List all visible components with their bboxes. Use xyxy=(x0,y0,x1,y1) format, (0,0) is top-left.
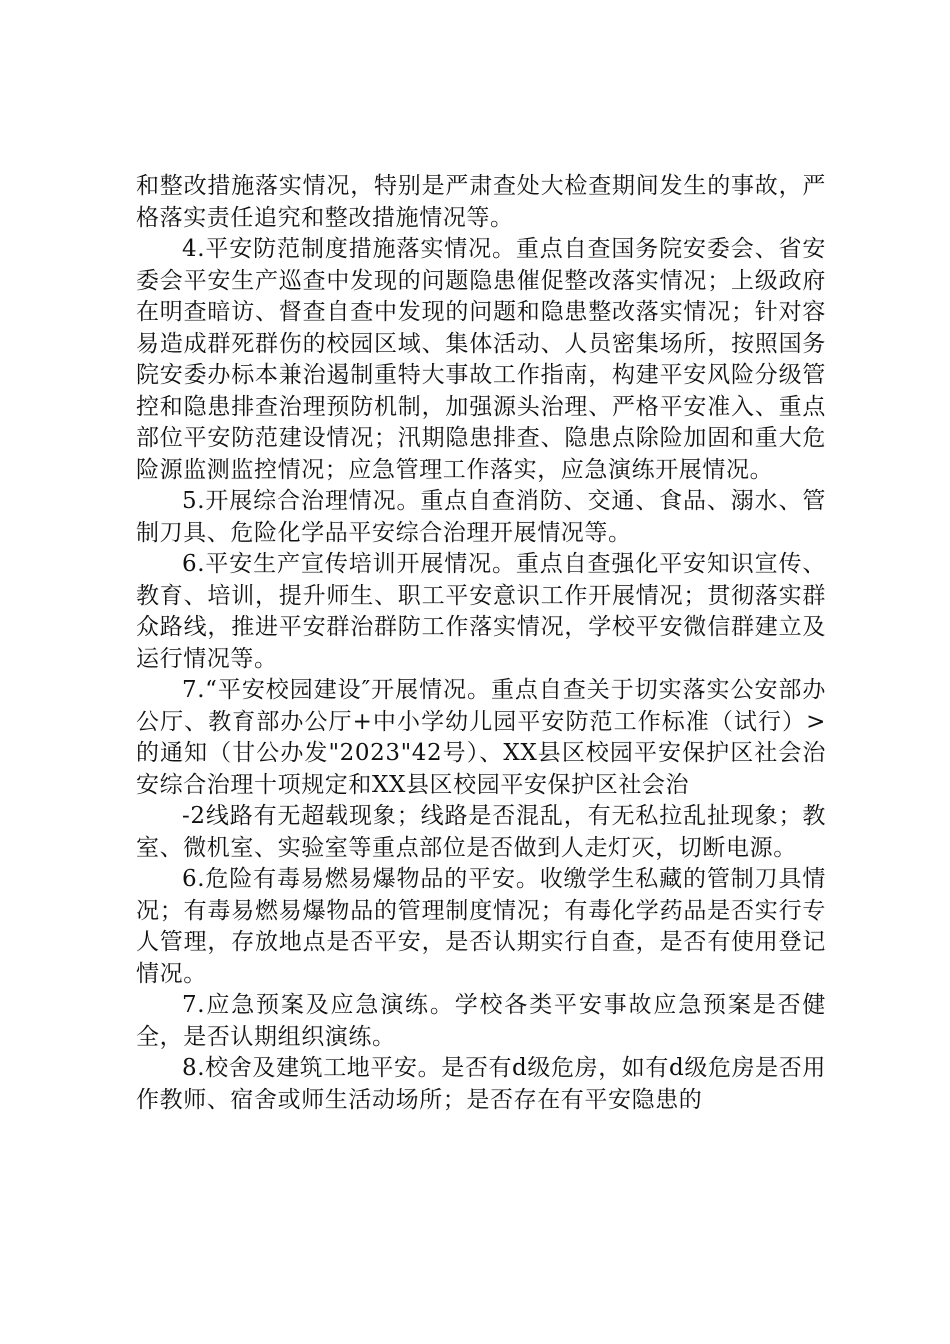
paragraph-2: 4.平安防范制度措施落实情况。重点自查国务院安委会、省安委会平安生产巡查中发现的问题隐患催促整改落实情况；上级政府在明查暗访、督查自查中发现的问题和隐患整改落实情况；针对容易造成群死群伤的校园区域、集体活动、人员密集场所，按照国务院安委办标本兼治遏制重特大事故工作指南，构建平安风险分级管控和隐患排查治理预防机制，加强源头治理、严格平安准入、重点部位平安防范建设情况；汛期隐患排查、隐患点除险加固和重大危险源监测监控情况；应急管理工作落实，应急演练开展情况。 xyxy=(136,236,826,483)
paragraph-5: 7.“平安校园建设″开展情况。重点自查关于切实落实公安部办公厅、教育部办公厅+中小学幼儿园平安防范工作标准（试行）>的通知（甘公办发"2023"42号）、XX县区校园平安保护区社会治安综合治理十项规定和XX县区校园平安保护区社会治 xyxy=(136,677,826,798)
document-page xyxy=(136,171,826,1116)
paragraph-7: 6.危险有毒易燃易爆物品的平安。收缴学生私藏的管制刀具情况；有毒易燃易爆物品的管理制度情况；有毒化学药品是否实行专人管理，存放地点是否平安，是否认期实行自查，是否有使用登记情况。 xyxy=(136,866,826,987)
paragraph-1: 和整改措施落实情况，特别是严肃查处大检查期间发生的事故，严格落实责任追究和整改措施情况等。 xyxy=(136,173,826,231)
paragraph-6: -2线路有无超载现象；线路是否混乱，有无私拉乱扯现象；教室、微机室、实验室等重点部位是否做到人走灯灭，切断电源。 xyxy=(136,803,826,861)
paragraph-9: 8.校舍及建筑工地平安。是否有d级危房，如有d级危房是否用作教师、宿舍或师生活动场所；是否存在有平安隐患的 xyxy=(136,1055,826,1113)
paragraph-3: 5.开展综合治理情况。重点自查消防、交通、食品、溺水、管制刀具、危险化学品平安综合治理开展情况等。 xyxy=(136,488,826,546)
paragraph-4: 6.平安生产宣传培训开展情况。重点自查强化平安知识宣传、教育、培训，提升师生、职工平安意识工作开展情况；贯彻落实群众路线，推进平安群治群防工作落实情况，学校平安微信群建立及运行情况等。 xyxy=(136,551,826,672)
paragraph-8: 7.应急预案及应急演练。学校各类平安事故应急预案是否健全，是否认期组织演练。 xyxy=(136,992,826,1050)
